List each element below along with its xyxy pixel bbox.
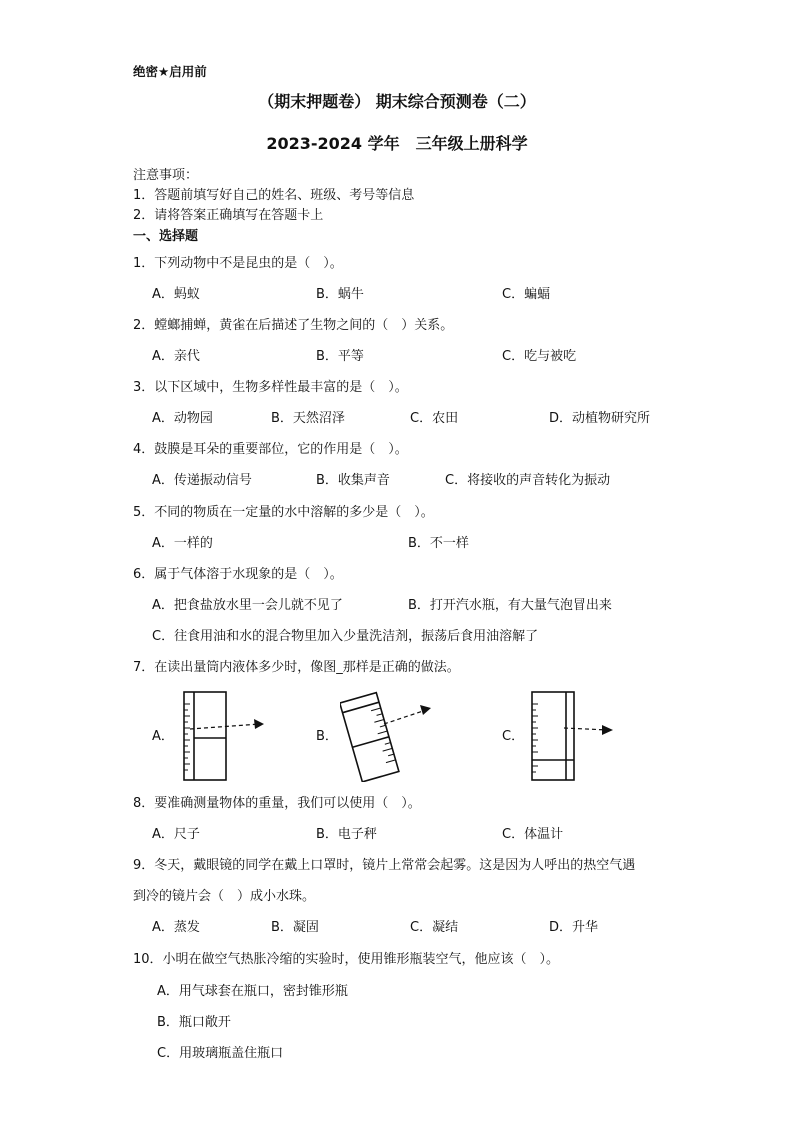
q6-option-b[interactable]: B．打开汽水瓶，有大量气泡冒出来 — [408, 598, 612, 613]
cylinder-figure-c — [528, 690, 618, 782]
question-5-stem: 5．不同的物质在一定量的水中溶解的多少是（ ）。 — [133, 505, 434, 520]
q1-option-c[interactable]: C．蝙蝠 — [502, 287, 551, 302]
q9-option-b[interactable]: B．凝固 — [271, 920, 319, 935]
q7-option-c[interactable]: C． — [502, 729, 525, 744]
notes-heading: 注意事项： — [133, 168, 199, 183]
q1-option-a[interactable]: A．蚂蚁 — [152, 287, 200, 302]
q10-option-b[interactable]: B．瓶口敞开 — [157, 1015, 231, 1030]
q5-option-b[interactable]: B．不一样 — [408, 536, 469, 551]
question-4-stem: 4．鼓膜是耳朵的重要部位，它的作用是（ ）。 — [133, 442, 408, 457]
q9-option-d[interactable]: D．升华 — [549, 920, 599, 935]
cylinder-figure-b — [340, 690, 440, 782]
cylinder-figure-a — [180, 690, 270, 782]
q5-option-a[interactable]: A．一样的 — [152, 536, 213, 551]
q3-option-c[interactable]: C．农田 — [410, 411, 459, 426]
q6-option-a[interactable]: A．把食盐放水里一会儿就不见了 — [152, 598, 343, 613]
q8-option-a[interactable]: A．尺子 — [152, 827, 200, 842]
q9-option-c[interactable]: C．凝结 — [410, 920, 459, 935]
confidential-mark: 绝密★启用前 — [133, 64, 207, 79]
note-item: 1．答题前填写好自己的姓名、班级、考号等信息 — [133, 188, 415, 203]
q8-option-b[interactable]: B．电子秤 — [316, 827, 377, 842]
exam-title: （期末押题卷） 期末综合预测卷（二） — [258, 92, 536, 111]
q8-option-c[interactable]: C．体温计 — [502, 827, 564, 842]
question-8-stem: 8．要准确测量物体的重量，我们可以使用（ ）。 — [133, 796, 421, 811]
question-9-stem: 9．冬天，戴眼镜的同学在戴上口罩时，镜片上常常会起雾。这是因为人呼出的热空气遇 — [133, 858, 636, 873]
q2-option-a[interactable]: A．亲代 — [152, 349, 200, 364]
note-item: 2．请将答案正确填写在答题卡上 — [133, 208, 324, 223]
question-3-stem: 3．以下区域中，生物多样性最丰富的是（ ）。 — [133, 380, 408, 395]
section-heading: 一、选择题 — [133, 229, 199, 244]
exam-subtitle: 2023-2024 学年 三年级上册科学 — [266, 134, 528, 153]
q7-option-b[interactable]: B． — [316, 729, 338, 744]
question-7-stem: 7．在读出量筒内液体多少时，像图_那样是正确的做法。 — [133, 660, 460, 675]
q6-option-c[interactable]: C．往食用油和水的混合物里加入少量洗洁剂，振荡后食用油溶解了 — [152, 629, 539, 644]
question-10-stem: 10．小明在做空气热胀冷缩的实验时，使用锥形瓶装空气，他应该（ ）。 — [133, 952, 560, 967]
q4-option-a[interactable]: A．传递振动信号 — [152, 473, 252, 488]
q10-option-c[interactable]: C．用玻璃瓶盖住瓶口 — [157, 1046, 284, 1061]
q2-option-b[interactable]: B．平等 — [316, 349, 364, 364]
q4-option-c[interactable]: C．将接收的声音转化为振动 — [445, 473, 611, 488]
q9-option-a[interactable]: A．蒸发 — [152, 920, 200, 935]
question-2-stem: 2．螳螂捕蝉，黄雀在后描述了生物之间的（ ）关系。 — [133, 318, 454, 333]
q3-option-a[interactable]: A．动物园 — [152, 411, 213, 426]
q1-option-b[interactable]: B．蜗牛 — [316, 287, 364, 302]
q4-option-b[interactable]: B．收集声音 — [316, 473, 390, 488]
q7-option-a[interactable]: A． — [152, 729, 174, 744]
q10-option-a[interactable]: A．用气球套在瓶口，密封锥形瓶 — [157, 984, 348, 999]
question-1-stem: 1．下列动物中不是昆虫的是（ ）。 — [133, 256, 343, 271]
question-9-stem-cont: 到冷的镜片会（ ）成小水珠。 — [133, 889, 316, 904]
question-6-stem: 6．属于气体溶于水现象的是（ ）。 — [133, 567, 343, 582]
q3-option-d[interactable]: D．动植物研究所 — [549, 411, 651, 426]
q3-option-b[interactable]: B．天然沼泽 — [271, 411, 345, 426]
q2-option-c[interactable]: C．吃与被吃 — [502, 349, 577, 364]
